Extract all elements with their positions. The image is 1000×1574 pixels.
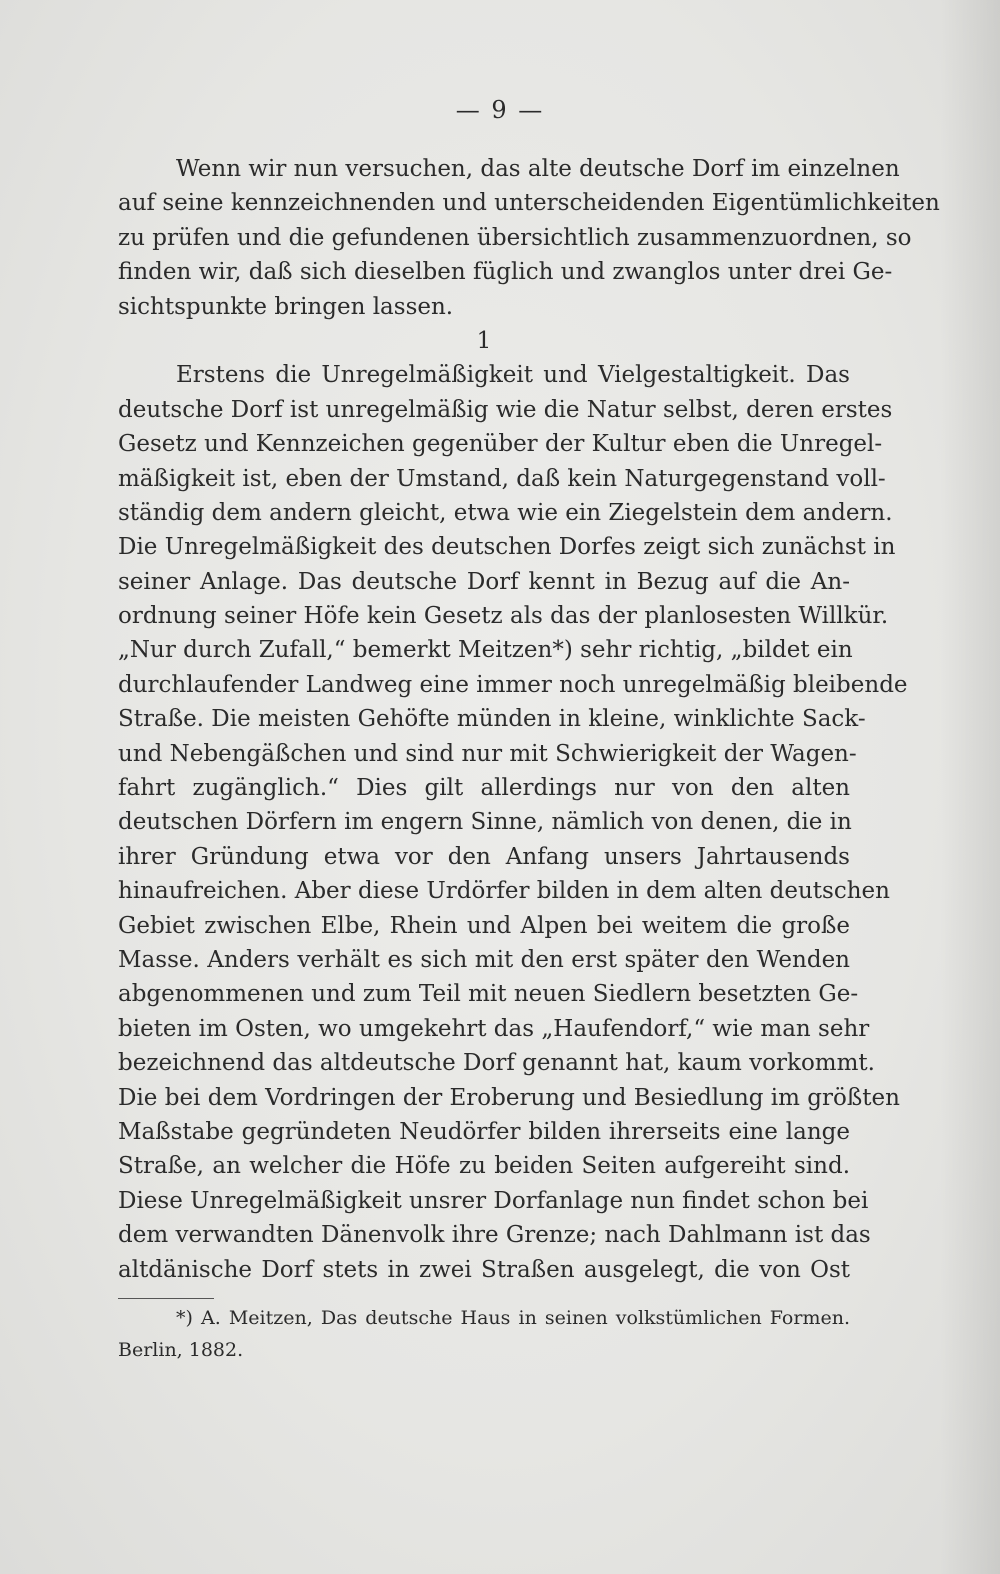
page-number: — 9 — (455, 96, 545, 124)
text-line: bieten im Osten, wo umgekehrt das „Haufendorf,“ wie man sehr (118, 1015, 870, 1042)
page-edge-shadow (940, 0, 1000, 1574)
section-number: 1 (476, 327, 492, 354)
text-line: mäßigkeit ist, eben der Umstand, daß kein Naturgegenstand voll- (118, 465, 886, 492)
text-line: Die Unregelmäßigkeit des deutschen Dorfes zeigt sich zunächst in (118, 534, 896, 561)
text-line: ihrer Gründung etwa vor den Anfang unsers Jahrtausends (118, 843, 850, 870)
text-line: ordnung seiner Höfe kein Gesetz als das der planlosesten Willkür. (118, 603, 889, 630)
text-line: Diese Unregelmäßigkeit unsrer Dorfanlage nun findet schon bei (118, 1187, 869, 1214)
text-line: seiner Anlage. Das deutsche Dorf kennt in Bezug auf die An- (118, 568, 850, 595)
text-line: Wenn wir nun versuchen, das alte deutsche Dorf im einzelnen (176, 156, 900, 182)
footnote-rule (118, 1298, 214, 1299)
text-line: dem verwandten Dänenvolk ihre Grenze; nach Dahlmann ist das (118, 1222, 871, 1249)
text-line: Straße, an welcher die Höfe zu beiden Seiten aufgereiht sind. (118, 1153, 850, 1180)
text-line: Erstens die Unregelmäßigkeit und Vielgestaltigkeit. Das (176, 362, 850, 389)
text-line: ständig dem andern gleicht, etwa wie ein Ziegelstein dem andern. (118, 499, 893, 526)
text-line: deutsche Dorf ist unregelmäßig wie die Natur selbst, deren erstes (118, 396, 893, 423)
text-line: Gesetz und Kennzeichen gegenüber der Kultur eben die Unregel- (118, 431, 883, 458)
text-line: und Nebengäßchen und sind nur mit Schwierigkeit der Wagen- (118, 740, 857, 767)
text-line: zu prüfen und die gefundenen übersichtlich zusammenzuordnen, so (118, 224, 912, 251)
text-line: Die bei dem Vordringen der Eroberung und Besiedlung im größten (118, 1084, 900, 1111)
text-line: Straße. Die meisten Gehöfte münden in kleine, winklichte Sack- (118, 706, 866, 733)
text-line: abgenommenen und zum Teil mit neuen Siedlern besetzten Ge- (118, 981, 859, 1008)
text-line: Masse. Anders verhält es sich mit den erst später den Wenden (118, 946, 850, 973)
text-line: Gebiet zwischen Elbe, Rhein und Alpen bei weitem die große (118, 912, 850, 939)
text-line: finden wir, daß sich dieselben füglich und zwanglos unter drei Ge- (118, 259, 893, 286)
text-line: hinaufreichen. Aber diese Urdörfer bilden in dem alten deutschen (118, 878, 890, 905)
text-line: „Nur durch Zufall,“ bemerkt Meitzen*) sehr richtig, „bildet ein (118, 637, 853, 664)
text-line: fahrt zugänglich.“ Dies gilt allerdings nur von den alten (118, 775, 850, 802)
footnote (118, 1302, 850, 1366)
text-line: auf seine kennzeichnenden und unterscheidenden Eigentümlichkeiten (118, 190, 940, 217)
text-line: Maßstabe gegründeten Neudörfer bilden ihrerseits eine lange (118, 1118, 850, 1145)
text-line: deutschen Dörfern im engern Sinne, nämlich von denen, die in (118, 809, 852, 836)
text-line: sichtspunkte bringen lassen. (118, 293, 454, 320)
text-line: bezeichnend das altdeutsche Dorf genannt hat, kaum vorkommt. (118, 1050, 875, 1077)
footnote-line: *) A. Meitzen, Das deutsche Haus in seinen volkstümlichen Formen. (176, 1307, 850, 1329)
main-text (118, 152, 940, 1287)
text-line: durchlaufender Landweg eine immer noch unregelmäßig bleibende (118, 671, 908, 698)
text-line: altdänische Dorf stets in zwei Straßen ausgelegt, die von Ost (118, 1256, 850, 1283)
footnote-line: Berlin, 1882. (118, 1339, 244, 1361)
